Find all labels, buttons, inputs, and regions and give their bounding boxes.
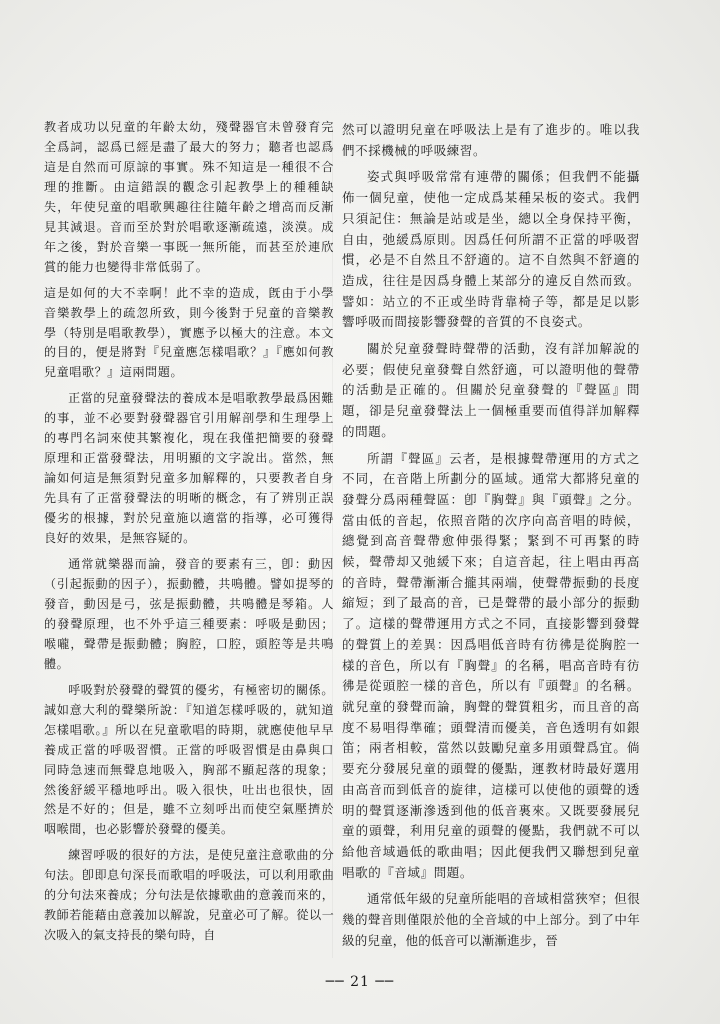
paragraph: 關於兒童發聲時聲帶的活動，沒有詳加解說的必要；假使兒童發聲自然舒適，可以證明他的聲帶的活動是正確的。但關於兒童發聲的『聲區』問題，卻是兒童發聲法上一個極重要而值得詳加解釋的問題。: [342, 341, 640, 439]
paragraph: 所謂『聲區』云者，是根據聲帶運用的方式之不同，在音階上所劃分的區域。通常大都將兒童的發聲分爲兩種聲區：卽『胸聲』與『頭聲』之分。當由低的音起，依照音階的次序向高音唱的時候，總覺到高音聲帶愈伸張得緊；緊到不可再緊的時候，聲帶却又弛緩下來；自這音起，往上唱由再高的音時，聲帶漸漸合攏其兩端，使聲帶振動的長度縮短；到了最高的音，已是聲帶的最小部分的振動了。這樣的聲帶運用方式之不同，直接影響到發聲的聲質上的差異：因爲唱低音時有彷彿是從胸腔一樣的音色，所以有『胸聲』的名稱，唱高音時有彷彿是從頭腔一樣的音色，所以有『頭聲』的名稱。就兒童的發聲而論，胸聲的聲質粗劣，而且音的高度不易唱得準確；頭聲清而優美，音色透明有如銀笛；兩者相較，當然以鼓勵兒童多用頭聲爲宜。倘要充分發展兒童的頭聲的優點，運教材時最好選用由高音而到低音的旋律，這樣可以使他的頭聲的透明的聲質逐漸滲透到他的低音裏來。又既要發展兒童的頭聲，利用兒童的頭聲的優點，我們就不可以給他音域過低的歌曲唱；因此便我們又聯想到兒童唱歌的『音域』問題。: [342, 450, 640, 880]
paragraph: 教者成功以兒童的年齡太幼，殘聲器官未曾發育完全爲詞，認爲已經是盡了最大的努力；聽者也認爲這是自然而可原諒的事實。殊不知這是一種很不合理的推斷。由這錯誤的觀念引起教學上的種種缺失，年使兒童的唱歌興趣往往隨年齡之增高而反漸見其減退。音而至於對於唱歌逐漸疏遠，淡漠。成年之後，對於音樂一事既一無所能，而甚至於連欣賞的能力也變得非常低弱了。: [44, 120, 334, 274]
paragraph: 然可以證明兒童在呼吸法上是有了進步的。唯以我們不採機械的呼吸練習。: [342, 122, 640, 158]
paragraph: 通常低年級的兒童所能唱的音域相當狹窄；但很幾的聲音則僅限於他的全音域的中上部分。到了中年級的兒童，他的低音可以漸漸進步，晉: [342, 891, 640, 948]
paragraph: 正當的兒童發聲法的養成本是唱歌教學最爲困難的事，並不必要對發聲器官引用解剖學和生理學上的專門名詞來使其繁複化，現在我僅把簡要的發聲原理和正當發聲法，用明顯的文字說出。當然，無論如何這是無須對兒童多加解釋的，只要教者自身先具有了正當發聲法的明晰的概念，有了辨別正誤優劣的根據，對於兒童施以適當的指導，必可獲得良好的效果，是無容疑的。: [44, 391, 334, 546]
paragraph: 練習呼吸的很好的方法，是使兒童注意歌曲的分句法。卽即息句深長而歌唱的呼吸法，可以利用歌曲的分句法來養成；分句法是依據歌曲的意義而來的，教師若能藉由意義加以解說，兒童必可了解。從以一次吸入的氣支持長的樂句時，自: [44, 848, 334, 943]
left-column: [44, 118, 334, 952]
paragraph: 姿式與呼吸常常有連帶的關係；但我們不能攝佈一個兒童，使他一定成爲某種呆板的姿式。我們只須記住：無論是站或是坐，總以全身保持平衡，自由，弛緩爲原則。因爲任何所謂不正當的呼吸習慣，必是不自然且不舒適的。這不自然與不舒適的造成，往往是因爲身體上某部分的違反自然而致。譬如：站立的不正或坐時背靠椅子等，都是足以影響呼吸而間接影響發聲的音質的不良姿式。: [342, 169, 640, 330]
paragraph: 這是如何的大不幸啊！此不幸的造成，旣由于小學音樂教學上的疏忽所致，則今後對于兒童的音樂教學（特別是唱歌教學），實應予以極大的注意。本文的目的，便是將對『兒童應怎樣唱歌？』『應如何教兒童唱歌？』這兩問題。: [44, 285, 334, 380]
right-column: [342, 120, 640, 957]
page-number: ── 21 ──: [325, 974, 395, 990]
paragraph: 呼吸對於發聲的聲質的優劣，有極密切的關係。誠如意大利的聲樂所說：『知道怎樣呼吸的，就知道怎樣唱歌。』所以在兒童歌唱的時期，就應使他早早養成正當的呼吸習慣。正當的呼吸習慣是由鼻與口同時急速而無聲息地吸入，胸部不顯起落的現象；然後舒緩平穩地呼出。吸入很快，吐出也很快，固然是不好的；但是，雖不立刻呼出而使空氣壓擠於咽喉間，也必影響於發聲的優美。: [44, 682, 334, 837]
paragraph: 通常就樂器而論，發音的要素有三，卽：動因（引起振動的因子），振動體，共鳴體。譬如提琴的發音，動因是弓，弦是振動體，共鳴體是琴箱。人的發聲原理，也不外乎這三種要素：呼吸是動因；喉嚨，聲帶是振動體；胸腔，口腔，頭腔等是共鳴體。: [44, 557, 334, 671]
